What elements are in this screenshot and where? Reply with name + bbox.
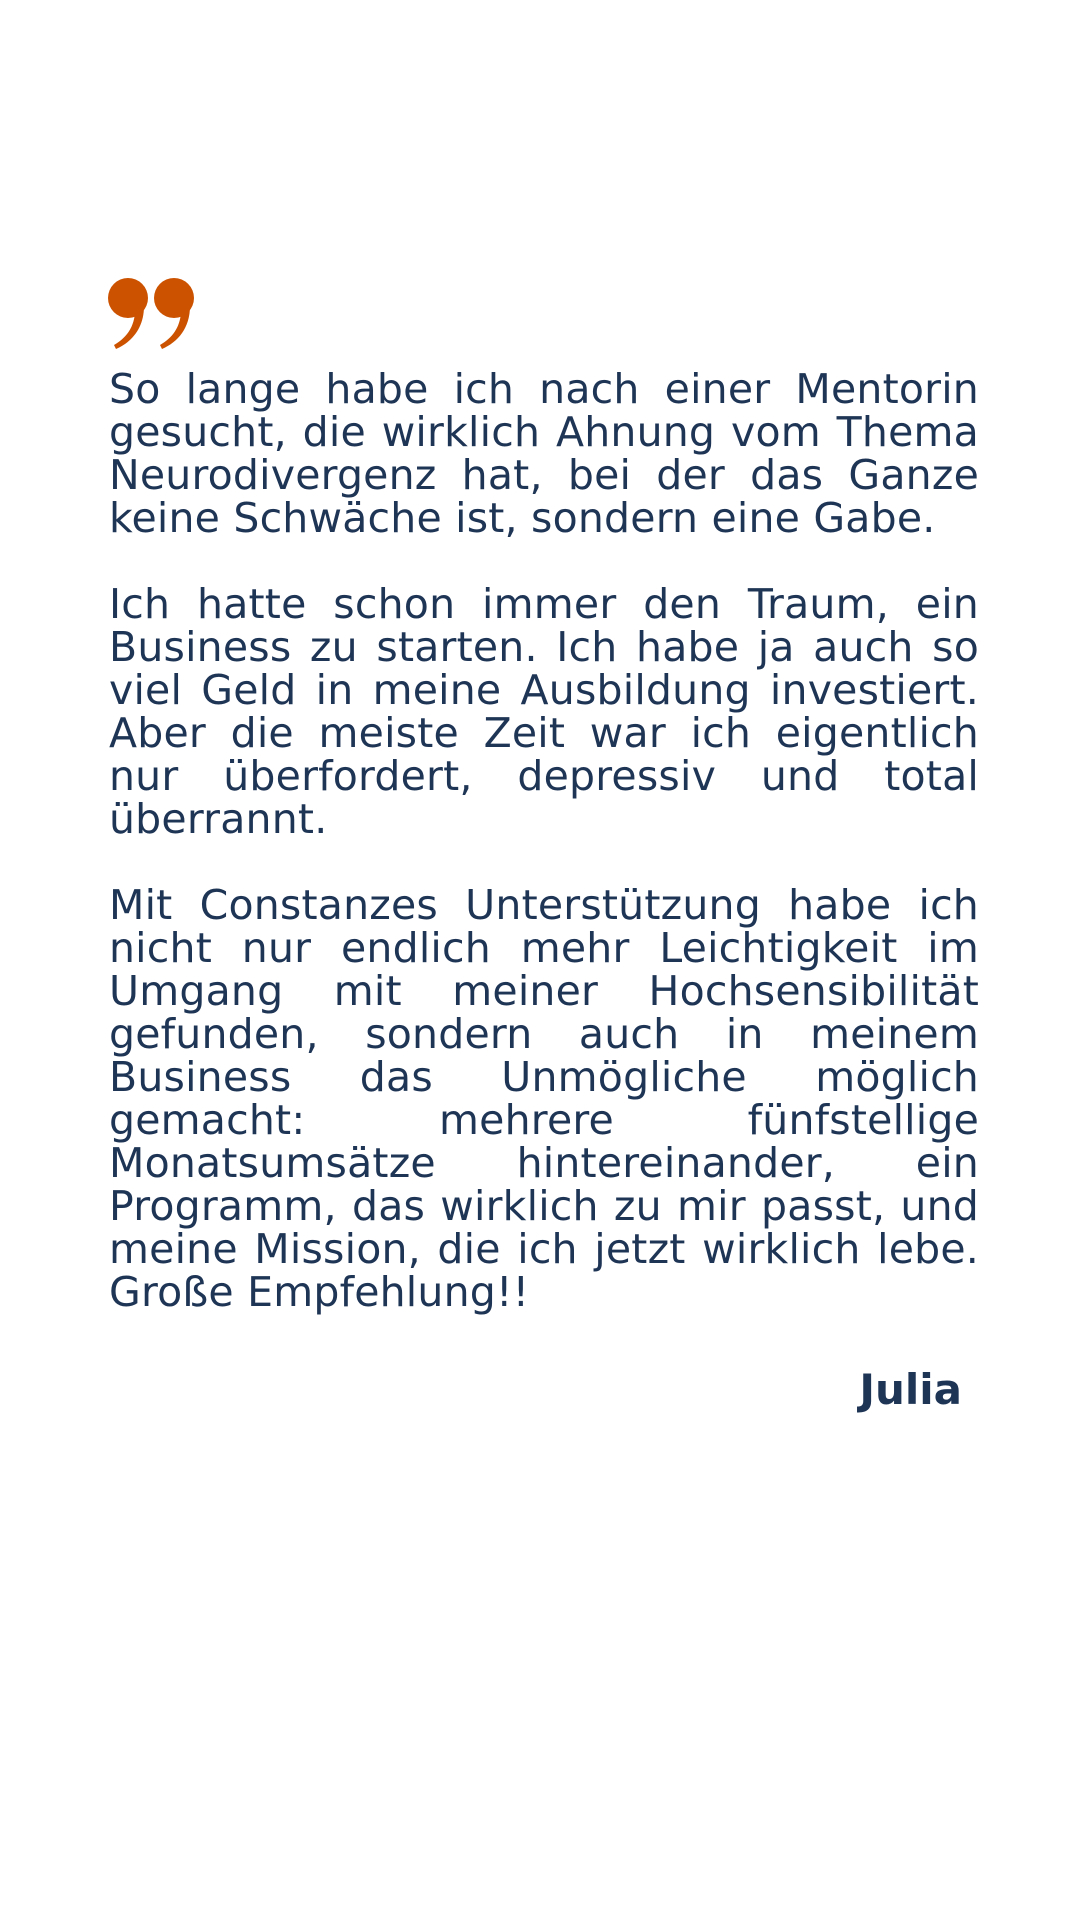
testimonial-paragraph: So lange habe ich nach einer Mentorin gesucht, die wirklich Ahnung vom Thema Neurodivergenz hat, bei der das Ganze keine Schwäche ist, sondern eine Gabe. xyxy=(109,365,979,542)
testimonial-author: Julia xyxy=(859,1365,962,1414)
testimonial-paragraph: Ich hatte schon immer den Traum, ein Business zu starten. Ich habe ja auch so viel Geld in meine Ausbildung investiert. Aber die meiste Zeit war ich eigentlich nur überfordert, depressiv und total überrannt. xyxy=(109,580,979,843)
testimonial-paragraph: Mit Constanzes Unterstützung habe ich nicht nur endlich mehr Leichtigkeit im Umgang mit meiner Hochsensibilität gefunden, sondern auch in meinem Business das Unmögliche möglich gemacht: mehrere fünfstellige Monatsumsätze hintereinander, ein Programm, das wirklich zu mir passt, und meine Mission, die ich jetzt wirklich lebe. Große Empfehlung!! xyxy=(109,881,979,1316)
testimonial-text xyxy=(109,365,979,1357)
quotation-mark-icon xyxy=(108,276,196,350)
